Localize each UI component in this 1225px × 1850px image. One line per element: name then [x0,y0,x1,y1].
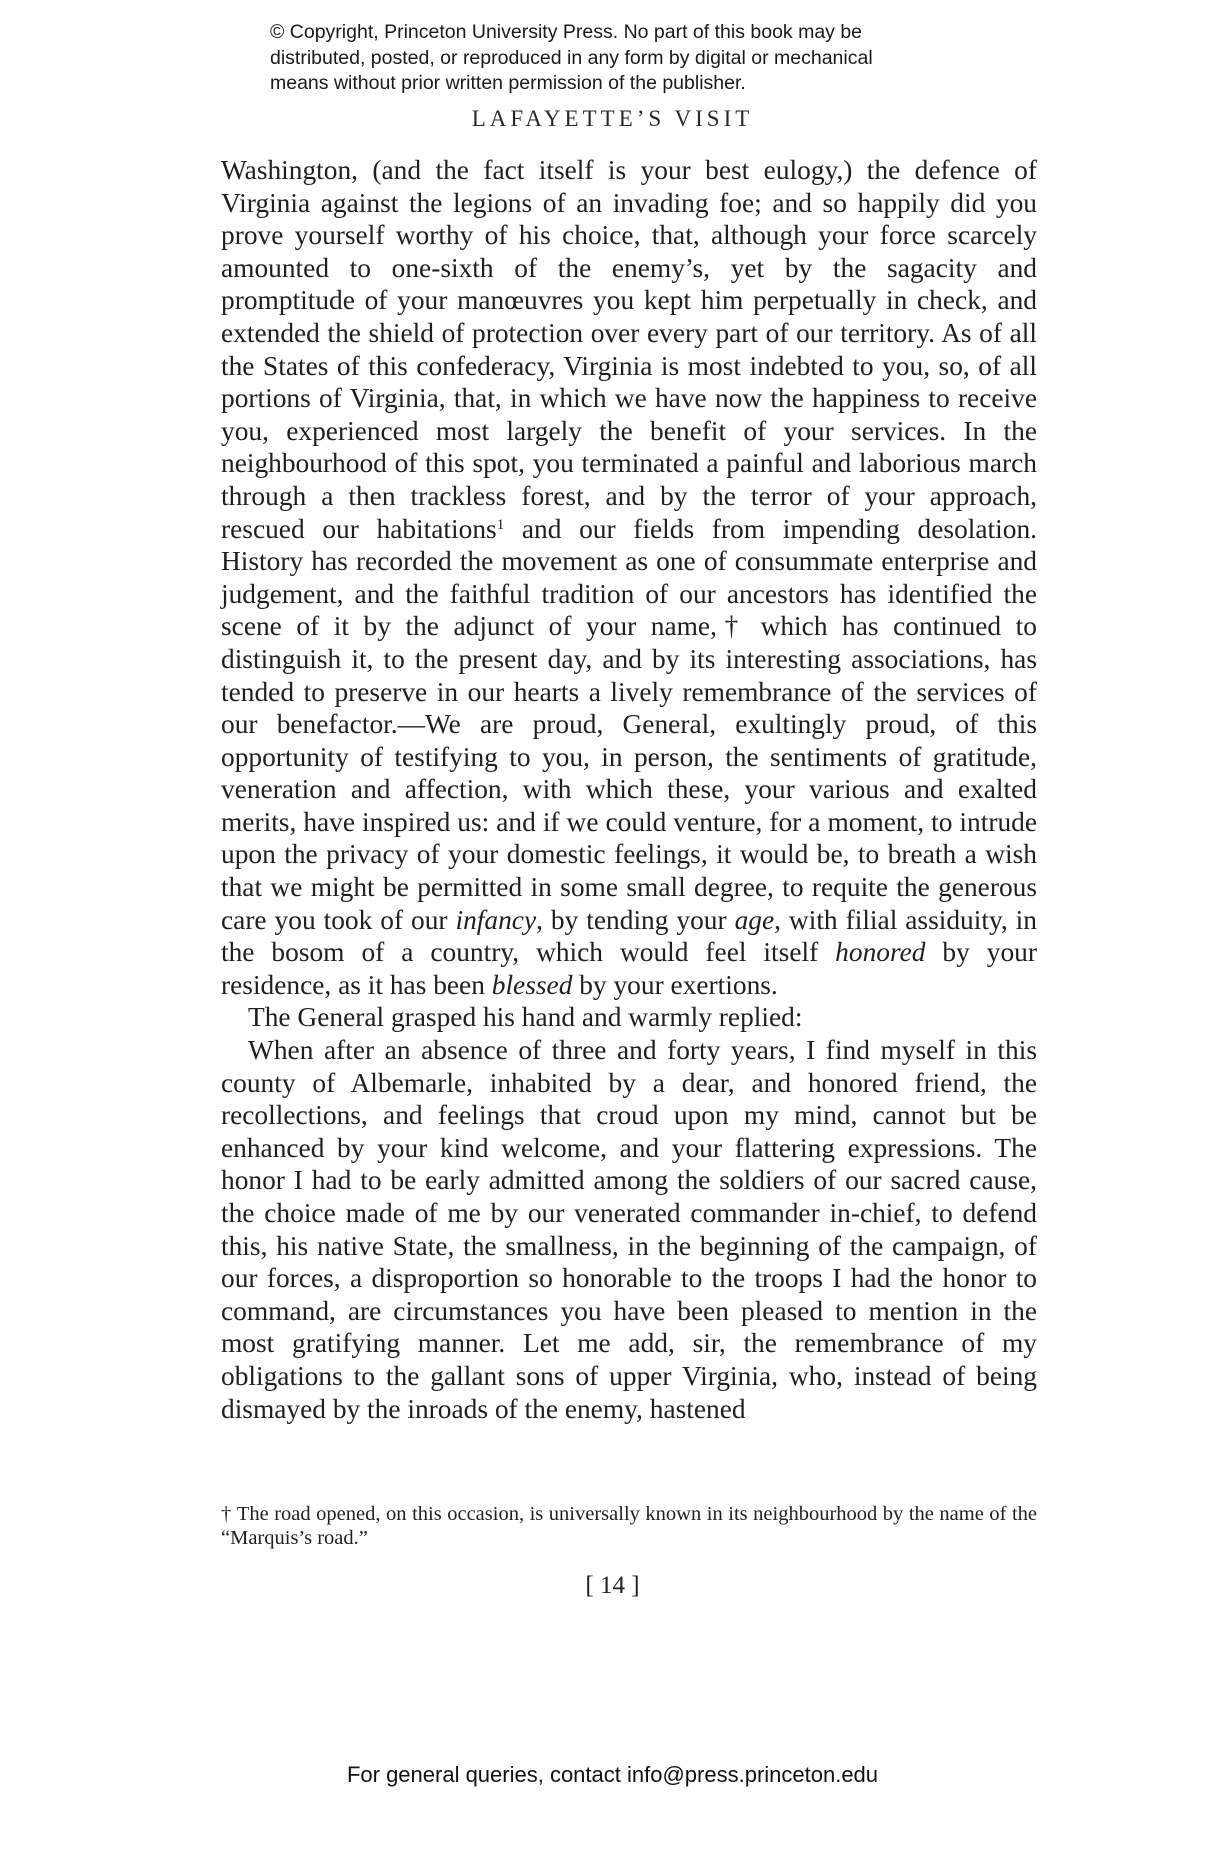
footnote: † The road opened, on this occasion, is universally known in its neighbourhood by the name of the “Marquis’s road.” [221,1503,1037,1549]
contact-line: For general queries, contact info@press.princeton.edu [346,1762,879,1787]
copyright-line: distributed, posted, or reproduced in any form by digital or mechanical [270,46,873,69]
body-text [221,154,1037,1425]
text-segment: , by tending your [536,904,735,935]
page-number: [ 14 ] [585,1572,640,1599]
paragraph-reply-intro: The General grasped his hand and warmly replied: [248,1002,803,1033]
paragraph-address [221,154,1037,1001]
footnote-reference: 1 [496,516,505,533]
emphasis: age [734,904,775,935]
text-segment: and our fields from impending desolation. History has recorded the movement as one of consummate enterprise and judgement, and the faithful tradition of our ancestors has identified the scene of it by the adjunct of your name,† which has continued to distinguish it, to the present day, and by its interesting associations, has tended to preserve in our hearts a lively remembrance of the services of our benefactor.—We are proud, General, exultingly proud, of this opportunity of testifying to you, in person, the sentiments of gratitude, veneration and affection, with which these, your various and exalted merits, have inspired us: and if we could venture, for a moment, to intrude upon the privacy of your domestic feelings, it would be, to breath a wish that we might be permitted in some small degree, to requite the generous care you took of our [221,513,1037,935]
emphasis: infancy [455,904,537,935]
text-segment: Washington, (and the fact itself is your best eulogy,) the defence of Virginia against the legions of an invading foe; and so happily did you prove yourself worthy of his choice, that, although your force scarcely amounted to one-sixth of the enemy’s, yet by the sagacity and promptitude of your manœuvres you kept him perpetually in check, and extended the shield of protection over every part of our territory. As of all the States of this confederacy, Virginia is most indebted to you, so, of all portions of Virginia, that, in which we have now the happiness to receive you, experienced most largely the benefit of your services. In the neighbourhood of this spot, you terminated a painful and laborious march through a then trackless forest, and by the terror of your approach, rescued our habitations [221,155,1037,544]
copyright-line: © Copyright, Princeton University Press. No part of this book may be [270,21,863,43]
text-segment: by your exertions. [572,969,778,1000]
paragraph-reply: When after an absence of three and forty years, I find myself in this county of Albemarle, inhabited by a dear, and honored friend, the recollections, and feelings that croud upon my mind, cannot but be enhanced by your kind welcome, and your flattering expressions. The honor I had to be early admitted among the soldiers of our sacred cause, the choice made of me by our venerated commander in-chief, to defend this, his native State, the smallness, in the beginning of the campaign, of our forces, a disproportion so honorable to the troops I had the honor to command, are circumstances you have been pleased to mention in the most gratifying manner. Let me add, sir, the remembrance of my obligations to the gallant sons of upper Virginia, who, instead of being dismayed by the inroads of the enemy, hastened [221,1035,1037,1424]
text-segment: , with filial assiduity, in the bosom of a country, which would feel itself [221,904,1037,968]
running-head: LAFAYETTE’S VISIT [471,106,754,131]
emphasis: blessed [491,969,573,1000]
text-segment: by your residence, as it has been [221,937,1037,1000]
copyright-notice [270,20,990,97]
copyright-line: means without prior written permission of the publisher. [270,72,746,94]
emphasis: honored [835,937,926,968]
